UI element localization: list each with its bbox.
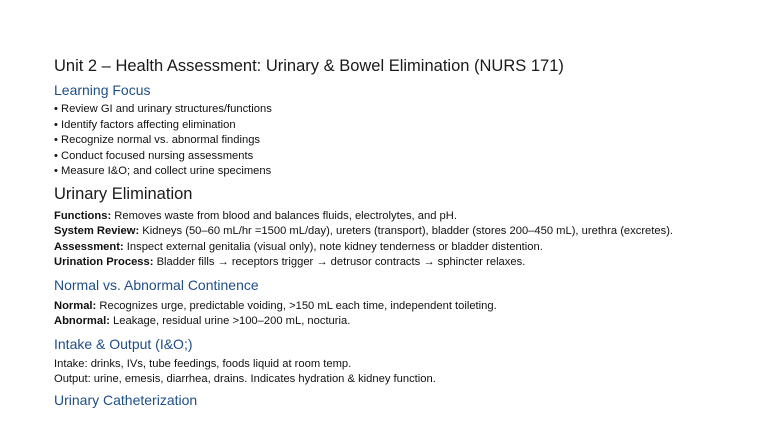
- continence-heading: Normal vs. Abnormal Continence: [54, 276, 259, 293]
- normal-text: Recognizes urge, predictable voiding, >150 mL each time, independent toileting.: [96, 299, 497, 312]
- learning-focus-list: [54, 102, 754, 180]
- intake-output-heading: Intake & Output (I&O;): [54, 335, 193, 352]
- functions-paragraph: [54, 209, 754, 225]
- system-review-paragraph: [54, 224, 754, 240]
- list-item: • Recognize normal vs. abnormal findings: [54, 133, 754, 149]
- urination-process-paragraph: [54, 255, 754, 271]
- assessment-text: Inspect external genitalia (visual only), note kidney tenderness or bladder distention.: [123, 240, 543, 253]
- catheterization-heading: Urinary Catheterization: [54, 391, 198, 408]
- page-title: Unit 2 – Health Assessment: Urinary & Bowel Elimination (NURS 171): [54, 57, 564, 75]
- list-item: • Conduct focused nursing assessments: [54, 149, 754, 165]
- functions-label: Functions:: [54, 209, 112, 222]
- list-item: • Identify factors affecting elimination: [54, 118, 754, 134]
- assessment-paragraph: [54, 240, 754, 256]
- assessment-label: Assessment:: [54, 240, 124, 253]
- abnormal-label: Abnormal:: [54, 315, 110, 327]
- functions-text: Removes waste from blood and balances fluids, electrolytes, and pH.: [111, 209, 457, 222]
- learning-focus-heading: Learning Focus: [54, 82, 151, 98]
- intake-paragraph: Intake: drinks, IVs, tube feedings, foods liquid at room temp.: [54, 357, 352, 370]
- urinary-elimination-body: [54, 209, 754, 271]
- abnormal-paragraph: [54, 314, 754, 330]
- continence-body: [54, 299, 754, 330]
- normal-label: Normal:: [54, 299, 97, 312]
- document-page: [54, 56, 754, 409]
- system-review-text: Kidneys (50–60 mL/hr =1500 mL/day), ureters (transport), bladder (stores 200–450 mL), urethra (excretes).: [139, 225, 674, 237]
- output-paragraph: Output: urine, emesis, diarrhea, drains. Indicates hydration & kidney function.: [54, 373, 436, 385]
- urination-process-label: Urination Process:: [54, 256, 154, 268]
- list-item: • Review GI and urinary structures/functions: [54, 102, 754, 118]
- intake-output-body: [54, 357, 754, 388]
- normal-paragraph: [54, 299, 754, 315]
- urination-process-text: Bladder fills → receptors trigger → detrusor contracts → sphincter relaxes.: [153, 256, 526, 268]
- system-review-label: System Review:: [54, 225, 140, 237]
- abnormal-text: Leakage, residual urine >100–200 mL, nocturia.: [109, 315, 351, 327]
- urinary-elimination-heading: Urinary Elimination: [54, 184, 193, 203]
- list-item: • Measure I&O; and collect urine specimens: [54, 164, 754, 180]
